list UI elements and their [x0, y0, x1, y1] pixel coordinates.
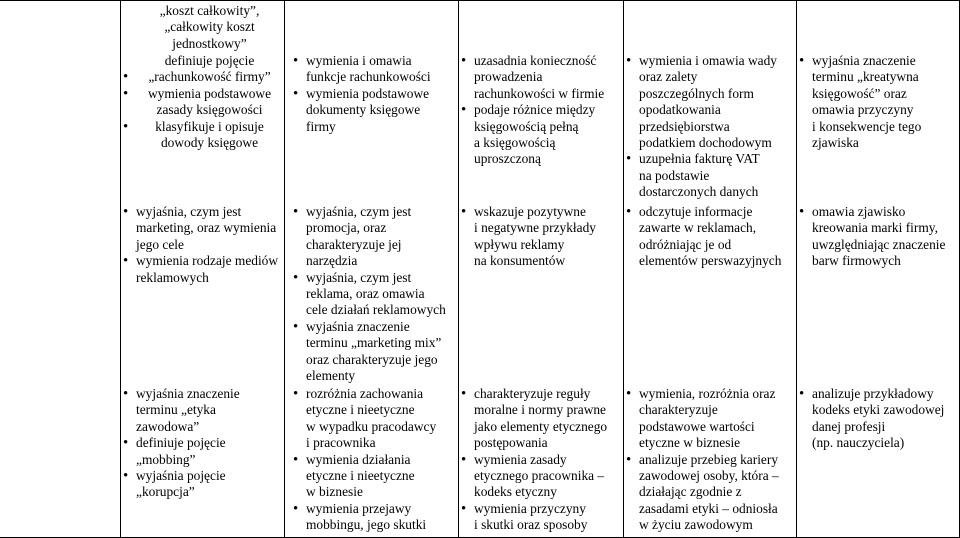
cell-list	[624, 386, 795, 534]
item-continuation: funkcje rachunkowości	[306, 69, 431, 85]
bullet-item: • klasyfikuje i opisuje	[121, 119, 283, 135]
item-continuation: etyczne i nieetyczne	[306, 468, 415, 484]
item-continuation: promocja, oraz	[306, 220, 387, 236]
item-continuation: podstawowe wartości	[639, 418, 755, 434]
cell-list	[121, 386, 283, 501]
item-continuation: firmy	[306, 118, 336, 134]
bullet-item: • wymienia rodzaje mediów	[121, 253, 283, 269]
item-continuation: „całkowity koszt	[164, 19, 255, 35]
cell-list	[459, 53, 622, 168]
item-continuation: etycznego pracownika –	[474, 468, 605, 484]
item-continuation: na konsumentów	[474, 253, 566, 269]
item-continuation: jednostkowy”	[172, 35, 247, 51]
item-continuation: i skutki oraz sposoby	[474, 517, 588, 533]
row3-col1	[121, 386, 283, 501]
item-continuation: a księgowością	[474, 135, 556, 151]
item-continuation: reklamowych	[136, 269, 209, 285]
item-continuation: i negatywne przykłady	[474, 220, 596, 236]
item-continuation: księgowość” oraz	[812, 85, 907, 101]
item-continuation: kreowania marki firmy,	[812, 220, 938, 236]
cell-list	[121, 204, 283, 286]
bullet-item: • wymienia podstawowe	[291, 86, 457, 102]
row1-col1	[121, 53, 283, 151]
item-continuation: etyczne i nieetyczne	[306, 402, 415, 418]
item-continuation: terminu „kreatywna	[812, 69, 919, 85]
item-continuation: zawodowa”	[136, 418, 200, 434]
bullet-item: • definiuje pojęcie	[121, 435, 283, 451]
bullet-item: • wyjaśnia, czym jest	[121, 204, 283, 220]
item-continuation: „koszt całkowity”,	[159, 3, 260, 18]
item-continuation: podatkiem dochodowym	[639, 135, 772, 151]
item-continuation: zawodowej osoby, która –	[639, 468, 779, 484]
item-continuation: etyczne w biznesie	[639, 435, 741, 451]
cell-list	[291, 53, 457, 135]
bullet-item: • uzupełnia fakturę VAT	[624, 151, 795, 167]
item-continuation: oraz charakteryzuje jego	[306, 351, 438, 367]
item-continuation: zasady księgowości	[156, 102, 263, 118]
bullet-item: • wyjaśnia, czym jest	[291, 270, 457, 286]
item-continuation: prowadzenia	[474, 69, 543, 85]
item-continuation: marketing, oraz wymienia	[136, 220, 277, 236]
top-cell-col1	[121, 3, 283, 52]
item-continuation: barw firmowych	[812, 253, 901, 269]
item-continuation: w biznesie	[306, 484, 363, 500]
row3-col2	[291, 386, 457, 534]
item-continuation: opodatkowania	[639, 102, 721, 118]
item-continuation: i pracownika	[306, 435, 376, 451]
cell-list	[797, 53, 959, 151]
item-continuation: dostarczonych danych	[639, 184, 759, 200]
item-continuation: poszczególnych form	[639, 85, 754, 101]
item-continuation: danej profesji	[812, 418, 886, 434]
item-continuation: zasadami etyki – odniosła	[639, 500, 778, 516]
bullet-item: • analizuje przebieg kariery	[624, 452, 795, 468]
row1-col3	[459, 53, 622, 168]
row2-col1	[121, 204, 283, 286]
bullet-item: • wyjaśnia znaczenie	[797, 53, 959, 69]
item-continuation: i konsekwencje tego	[812, 118, 922, 134]
item-continuation: postępowania	[474, 435, 548, 451]
item-continuation: w wypadku pracodawcy	[306, 418, 437, 434]
bullet-item: • wymienia przejawy	[291, 501, 457, 517]
cell-list	[797, 386, 959, 452]
cell-list	[797, 204, 959, 270]
item-continuation: definiuje pojęcie	[164, 53, 255, 68]
bullet-item: • wyjaśnia znaczenie	[121, 386, 283, 402]
item-continuation: (np. nauczyciela)	[812, 435, 905, 451]
item-continuation: wpływu reklamy	[474, 236, 565, 252]
bullet-item: • „rachunkowość firmy”	[121, 69, 283, 85]
cell-list	[624, 53, 795, 201]
item-continuation: dokumenty księgowe	[306, 102, 421, 118]
item-continuation: na podstawie	[639, 167, 710, 183]
item-continuation: narzędzia	[306, 253, 358, 269]
row2-col3	[459, 204, 622, 270]
row1-col5	[797, 53, 959, 151]
item-continuation: charakteryzuje jej	[306, 236, 402, 252]
cell-list	[624, 204, 795, 270]
item-continuation: charakteryzuje	[639, 402, 718, 418]
row2-col5	[797, 204, 959, 270]
item-continuation: jego cele	[136, 236, 184, 252]
item-continuation: „korupcja”	[136, 484, 195, 500]
item-continuation: księgowością pełną	[474, 118, 579, 134]
bullet-item: • wymienia i omawia	[291, 53, 457, 69]
item-continuation: kodeks etyczny	[474, 484, 557, 500]
item-continuation: terminu „marketing mix”	[306, 335, 442, 351]
item-continuation: działając zgodnie z	[639, 484, 742, 500]
item-continuation: zawarte w reklamach,	[639, 220, 757, 236]
item-continuation: reklama, oraz omawia	[306, 286, 425, 302]
bullet-item: • wyjaśnia, czym jest	[291, 204, 457, 220]
row1-col4	[624, 53, 795, 201]
item-continuation: mobbingu, jego skutki	[306, 517, 427, 533]
row-divider	[0, 0, 960, 1]
item-continuation: przedsiębiorstwa	[639, 118, 730, 134]
row2-col2	[291, 204, 457, 384]
item-continuation: uwzględniając znaczenie	[812, 236, 946, 252]
bullet-item: • wymienia przyczyny	[459, 501, 622, 517]
item-continuation: zjawiska	[812, 135, 859, 151]
bullet-item: • wyjaśnia pojęcie	[121, 468, 283, 484]
item-continuation: w życiu zawodowym	[639, 517, 753, 533]
column-divider	[284, 0, 285, 538]
bullet-item: • wymienia działania	[291, 452, 457, 468]
item-continuation: rachunkowości w firmie	[474, 85, 605, 101]
item-continuation: kodeks etyki zawodowej	[812, 402, 945, 418]
cell-list	[291, 386, 457, 534]
item-continuation: dowody księgowe	[160, 135, 259, 151]
item-continuation: jako elementy etycznego	[474, 418, 608, 434]
item-continuation: omawia przyczyny	[812, 102, 914, 118]
bullet-item: • wyjaśnia znaczenie	[291, 319, 457, 335]
item-continuation: moralne i normy prawne	[474, 402, 607, 418]
cell-list	[121, 3, 283, 52]
bullet-item: • wymienia, rozróżnia oraz	[624, 386, 795, 402]
row3-col5	[797, 386, 959, 452]
cell-list	[291, 204, 457, 384]
bullet-item: • charakteryzuje reguły	[459, 386, 622, 402]
bullet-item: • uzasadnia konieczność	[459, 53, 622, 69]
bullet-item: • omawia zjawisko	[797, 204, 959, 220]
item-continuation: uproszczoną	[474, 151, 541, 167]
cell-list	[459, 204, 622, 270]
item-continuation: elementy	[306, 368, 356, 384]
bullet-item: • podaje różnice między	[459, 102, 622, 118]
row3-col4	[624, 386, 795, 534]
item-continuation: elementów perswazyjnych	[639, 253, 782, 269]
item-continuation: terminu „etyka	[136, 402, 216, 418]
row3-col3	[459, 386, 622, 534]
item-continuation: odróżniając je od	[639, 236, 732, 252]
row1-col2	[291, 53, 457, 135]
bullet-item: • wskazuje pozytywne	[459, 204, 622, 220]
cell-list	[121, 53, 283, 151]
bullet-item: • wymienia podstawowe	[121, 86, 283, 102]
item-continuation: „mobbing”	[136, 451, 196, 467]
bullet-item: • analizuje przykładowy	[797, 386, 959, 402]
item-continuation: oraz zalety	[639, 69, 698, 85]
bullet-item: • odczytuje informacje	[624, 204, 795, 220]
bullet-item: • wymienia zasady	[459, 452, 622, 468]
bullet-item: • rozróżnia zachowania	[291, 386, 457, 402]
item-continuation: cele działań reklamowych	[306, 302, 446, 318]
row2-col4	[624, 204, 795, 270]
cell-list	[459, 386, 622, 534]
bullet-item: • wymienia i omawia wady	[624, 53, 795, 69]
